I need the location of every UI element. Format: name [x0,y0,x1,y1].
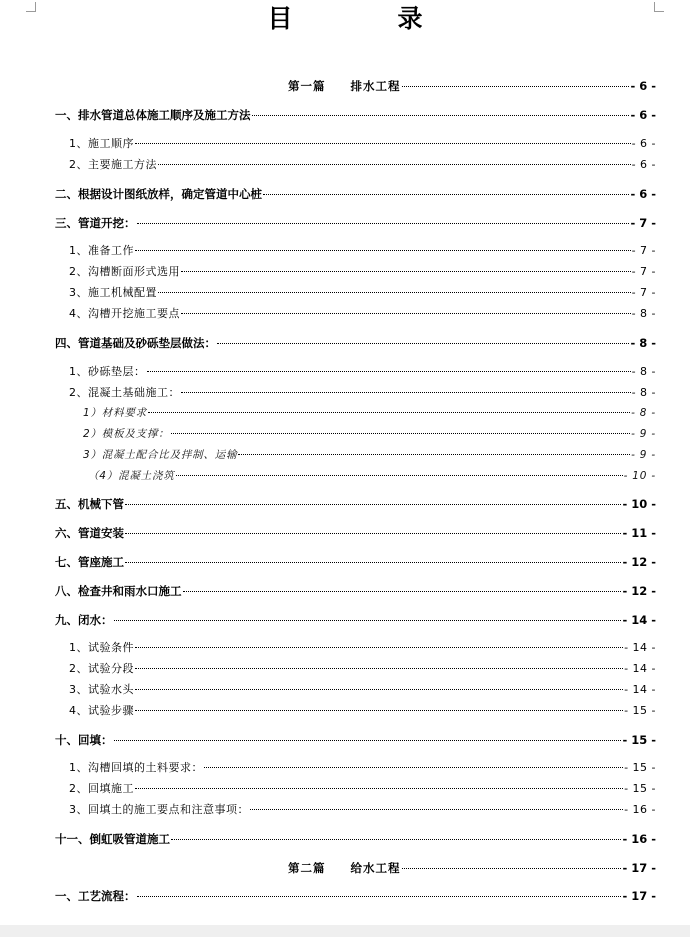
toc-entry-label: 3、回填土的施工要点和注意事项： [69,803,249,816]
toc-entry-section[interactable] [55,496,656,512]
leader-dots [158,292,631,293]
toc-title: 目 录 [267,4,463,33]
toc-entry-label: 1、沟槽回填的土料要求： [69,761,203,774]
toc-entry-section[interactable] [55,612,656,628]
toc-entry-label: 一、工艺流程： [55,889,136,903]
toc-entry-section[interactable] [55,186,656,202]
toc-entry-page: - 15 - [624,782,656,795]
toc-entry-label: 2、混凝土基础施工： [69,386,180,399]
leader-dots [114,740,622,741]
viewer-background-strip [0,925,690,937]
toc-entry-label: 1、砂砾垫层： [69,365,146,378]
leader-dots [183,591,622,592]
toc-entry-item[interactable] [69,136,656,152]
toc-entry-item[interactable] [69,243,656,259]
toc-entry-page: - 14 - [624,683,656,696]
leader-dots [181,313,631,314]
toc-entry-page: - 7 - [631,244,656,257]
toc-entry-label: 1、施工顺序 [69,137,134,150]
toc-entry-item[interactable] [69,703,656,719]
toc-entry-page: - 10 - [622,497,656,511]
toc-entry-item[interactable] [69,661,656,677]
toc-entry-label: 2、主要施工方法 [69,158,157,171]
toc-entry-label: 1、试验条件 [69,641,134,654]
toc-entry-page: - 10 - [623,470,656,482]
leader-dots [402,86,630,87]
toc-entry-page: - 8 - [630,336,656,350]
toc-entry-section[interactable] [55,335,656,351]
toc-entry-label: 3）混凝土配合比及拌制、运输 [83,449,238,461]
toc-entry-label: 第一篇 排水工程 [288,79,401,93]
toc-entry-item[interactable] [69,306,656,322]
toc-entry-label: 1、准备工作 [69,244,134,257]
toc-entry-label: 2、沟槽断面形式选用 [69,265,180,278]
toc-entry-item[interactable] [69,760,656,776]
toc-entry-item[interactable] [69,781,656,797]
toc-entry-page: - 9 - [631,449,656,461]
toc-entry-label: 五、机械下管 [55,497,124,511]
leader-dots [158,164,631,165]
leader-dots [125,504,621,505]
toc-entry-label: 十一、倒虹吸管道施工 [55,832,170,846]
toc-entry-item[interactable] [69,157,656,173]
leader-dots [238,454,630,455]
toc-entry-item[interactable] [69,682,656,698]
toc-entry-page: - 14 - [624,641,656,654]
toc-entry-section[interactable] [55,831,656,847]
leader-dots [135,668,623,669]
toc-entry-page: - 17 - [622,889,656,903]
toc-entry-page: - 7 - [630,216,656,230]
toc-entry-subitem[interactable] [83,426,656,442]
leader-dots [137,223,630,224]
leader-dots [204,767,623,768]
toc-entry-page: - 6 - [630,187,656,201]
toc-entry-section[interactable] [55,107,656,123]
leader-dots [252,115,630,116]
toc-entry-label: 第二篇 给水工程 [288,861,401,875]
toc-entry-label: 二、根据设计图纸放样，确定管道中心桩 [55,187,262,201]
toc-entry-label: 八、检查井和雨水口施工 [55,584,182,598]
leader-dots [125,562,621,563]
toc-entry-item[interactable] [69,364,656,380]
toc-entry-page: - 16 - [622,832,656,846]
toc-entry-page: - 7 - [631,286,656,299]
toc-entry-subitem[interactable] [83,447,656,463]
toc-entry-page: - 15 - [624,704,656,717]
toc-entry-page: - 14 - [622,613,656,627]
toc-entry-label: 一、排水管道总体施工顺序及施工方法 [55,108,251,122]
toc-entry-section[interactable] [55,215,656,231]
toc-entry-page: - 14 - [624,662,656,675]
toc-entry-label: 2）模板及支撑： [83,428,170,440]
toc-entry-label: 1）材料要求 [83,407,147,419]
leader-dots [147,371,631,372]
toc-entry-label: 九、闭水： [55,613,113,627]
leader-dots [263,194,629,195]
leader-dots [135,647,623,648]
toc-entry-page: - 16 - [624,803,656,816]
leader-dots [135,250,631,251]
toc-entry-page: - 7 - [631,265,656,278]
toc-entry-page: - 6 - [631,137,656,150]
leader-dots [135,710,623,711]
leader-dots [217,343,629,344]
toc-entry-page: - 15 - [624,761,656,774]
toc-entry-section[interactable] [55,888,656,904]
toc-entry-page: - 8 - [631,365,656,378]
toc-entry-label: 3、施工机械配置 [69,286,157,299]
leader-dots [250,809,623,810]
leader-dots [181,392,631,393]
toc-entry-subitem[interactable] [83,405,656,421]
toc-entry-page: - 6 - [630,79,656,93]
toc-entry-page: - 12 - [622,584,656,598]
toc-entry-label: 4、试验步骤 [69,704,134,717]
toc-entry-page: - 9 - [631,428,656,440]
leader-dots [171,433,630,434]
toc-entry-page: - 12 - [622,555,656,569]
toc-entry-label: 2、回填施工 [69,782,134,795]
toc-entry-label: 三、管道开挖： [55,216,136,230]
toc-entry-label: 四、管道基础及砂砾垫层做法： [55,336,216,350]
toc-entry-section[interactable] [55,732,656,748]
toc-entry-page: - 15 - [622,733,656,747]
leader-dots [137,896,622,897]
toc-entry-section[interactable] [55,583,656,599]
leader-dots [135,788,623,789]
toc-entry-item[interactable] [69,385,656,401]
leader-dots [135,689,623,690]
leader-dots [135,143,631,144]
toc-entry-part[interactable] [288,860,656,876]
leader-dots [171,839,621,840]
toc-entry-page: - 8 - [631,307,656,320]
toc-entry-section[interactable] [55,554,656,570]
toc-entry-label: 十、回填： [55,733,113,747]
toc-entry-section[interactable] [55,525,656,541]
leader-dots [125,533,621,534]
toc-entry-item[interactable] [69,640,656,656]
toc-entry-label: 六、管道安装 [55,526,124,540]
toc-entry-item[interactable] [69,264,656,280]
leader-dots [402,868,622,869]
toc-entry-page: - 6 - [630,108,656,122]
leader-dots [176,475,623,476]
toc-entry-page: - 6 - [631,158,656,171]
toc-entry-label: （4）混凝土浇筑 [88,470,175,482]
toc-entry-part[interactable] [288,78,656,94]
toc-entry-subitem[interactable] [88,468,656,484]
toc-entry-item[interactable] [69,802,656,818]
leader-dots [114,620,622,621]
leader-dots [148,412,630,413]
toc-entry-label: 4、沟槽开挖施工要点 [69,307,180,320]
toc-entry-label: 七、管座施工 [55,555,124,569]
toc-entry-page: - 8 - [631,407,656,419]
toc-entry-page: - 17 - [622,861,656,875]
toc-entry-page: - 11 - [622,526,656,540]
toc-entry-label: 2、试验分段 [69,662,134,675]
toc-entry-page: - 8 - [631,386,656,399]
leader-dots [181,271,631,272]
toc-entry-label: 3、试验水头 [69,683,134,696]
toc-entry-item[interactable] [69,285,656,301]
